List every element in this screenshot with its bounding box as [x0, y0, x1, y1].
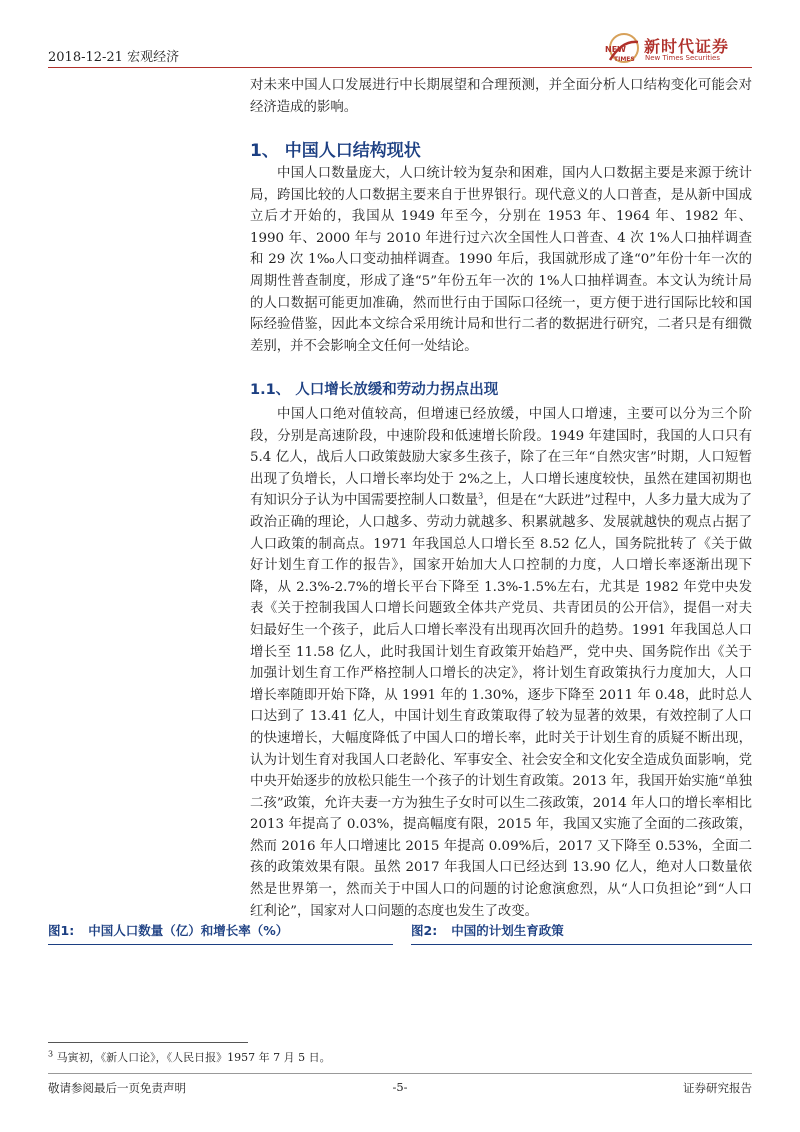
footnote [48, 1049, 331, 1065]
figure-2-caption [411, 921, 752, 945]
new-times-logo-icon [602, 32, 642, 66]
logo-english-name: New Times Securities [645, 54, 720, 62]
section-1-1-paragraph [250, 404, 752, 922]
figure-1-label: 图1: [48, 923, 75, 938]
figure-2-title: 中国的计划生育政策 [451, 923, 564, 938]
section-1-paragraph: 中国人口数量庞大，人口统计较为复杂和困难，国内人口数据主要是来源于统计局，跨国比较的人口数据主要来自于世界银行。现代意义的人口普查，是从新中国成立后才开始的，我国从 1949 年至今，分别在 1953 年、1964 年、1982 年、1990 年、2000 年与 2010 年进行过六次全国性人口普查、4 次 1%人口抽样调查和 29 次 1‰人口变动抽样调查。1990 年后，我国就形成了逢“0”年份十年一次的周期性普查制度，形成了逢“5”年份五年一次的 1%人口抽样调查。本文认为统计局的人口数据可能更加准确，然而世行由于国际口径统一，更方便于进行国际比较和国际经验借鉴，因此本文综合采用统计局和世行二者的数据进行研究，二者只是有细微差别，并不会影响全文任何一处结论。 [250, 166, 752, 354]
section-heading-1-1: 1.1、 人口增长放缓和劳动力拐点出现 [250, 382, 499, 398]
footnote-reference[interactable]: 3 [478, 491, 484, 501]
footnote-divider [48, 1042, 248, 1043]
figure-2-label: 图2: [411, 923, 438, 938]
paragraph-text-part-1: 中国人口绝对值较高，但增速已经放缓，中国人口增速，主要可以分为三个阶段，分别是高速阶段，中速阶段和低速增长阶段。1949 年建国时，我国的人口只有 5.4 亿人，战后人口政策鼓励大家多生孩子，除了在三年“自然灾害”时期，人口短暂出现了负增长，人口增长率均处于 2%之上，人口增长速度较快，虽然在建国初期也有知识分子认为中国需要控制人口数量 [250, 407, 752, 509]
figure-1-title: 中国人口数量（亿）和增长率（%） [88, 923, 289, 938]
page-number: -5- [392, 1080, 408, 1094]
svg-text:TIMES: TIMES [614, 56, 635, 63]
intro-paragraph: 对未来中国人口发展进行中长期展望和合理预测，并全面分析人口结构变化可能会对经济造成的影响。 [250, 78, 752, 115]
footnote-number: 3 [48, 1049, 54, 1059]
svg-text:NEW: NEW [605, 45, 626, 54]
footer-divider [48, 1073, 752, 1074]
footer-disclaimer: 敬请参阅最后一页免责声明 [48, 1081, 186, 1095]
page-header [48, 28, 752, 68]
footer-report-type: 证券研究报告 [683, 1081, 752, 1095]
header-date-section: 2018-12-21 宏观经济 [48, 50, 180, 65]
figure-1-caption [48, 921, 393, 945]
header-divider [48, 67, 752, 68]
section-heading-1: 1、 中国人口结构现状 [250, 141, 421, 161]
paragraph-text-part-2: ，但是在“大跃进”过程中，人多力量大成为了政治正确的理论，人口越多、劳动力就越多、积累就越多、发展就越快的观点占据了人口政策的制高点。1971 年我国总人口增长至 8.52 亿人，国务院批转了《关于做好计划生育工作的报告》，国家开始加大人口控制的力度，人口增长率逐渐出现下降，从 2.3%-2.7%的增长平台下降至 1.3%-1.5%左右，尤其是 1982 年党中央发表《关于控制我国人口增长问题致全体共产党员、共青团员的公开信》，提倡一对夫妇最好生一个孩子，此后人口增长率没有出现再次回升的趋势。1991 年我国总人口增长至 11.58 亿人，此时我国计划生育政策开始趋严，党中央、国务院作出《关于加强计划生育工作严格控制人口增长的决定》，将计划生育政策执行力度加大，人口增长率随即开始下降，从 1991 年的 1.30%，逐步下降至 2011 年 0.48，此时总人口达到了 13.41 亿人，中国计划生育政策取得了较为显著的效果，有效控制了人口的快速增长，大幅度降低了中国人口的增长率，此时关于计划生育的质疑不断出现，认为计划生育对我国人口老龄化、军事安全、社会安全和文化安全造成负面影响，党中央开始逐步的放松只能生一个孩子的计划生育政策。2013 年，我国开始实施“单独二孩”政策，允许夫妻一方为独生子女时可以生二孩政策，2014 年人口的增长率相比 2013 年提高了 0.03%，提高幅度有限，2015 年，我国又实施了全面的二孩政策，然而 2016 年人口增速比 2015 年提高 0.09%后，2017 又下降至 0.53%，全面二孩的政策效果有限。虽然 2017 年我国人口已经达到 13.90 亿人，绝对人口数量依然是世界第一，然而关于中国人口的问题的讨论愈演愈烈，从“人口负担论”到“人口红利论”，国家对人口问题的态度也发生了改变。 [250, 493, 752, 919]
company-logo [602, 32, 752, 68]
footnote-text: 马寅初，《新人口论》，《人民日报》1957 年 7 月 5 日。 [56, 1051, 331, 1064]
logo-chinese-name: 新时代证券 [644, 37, 730, 56]
